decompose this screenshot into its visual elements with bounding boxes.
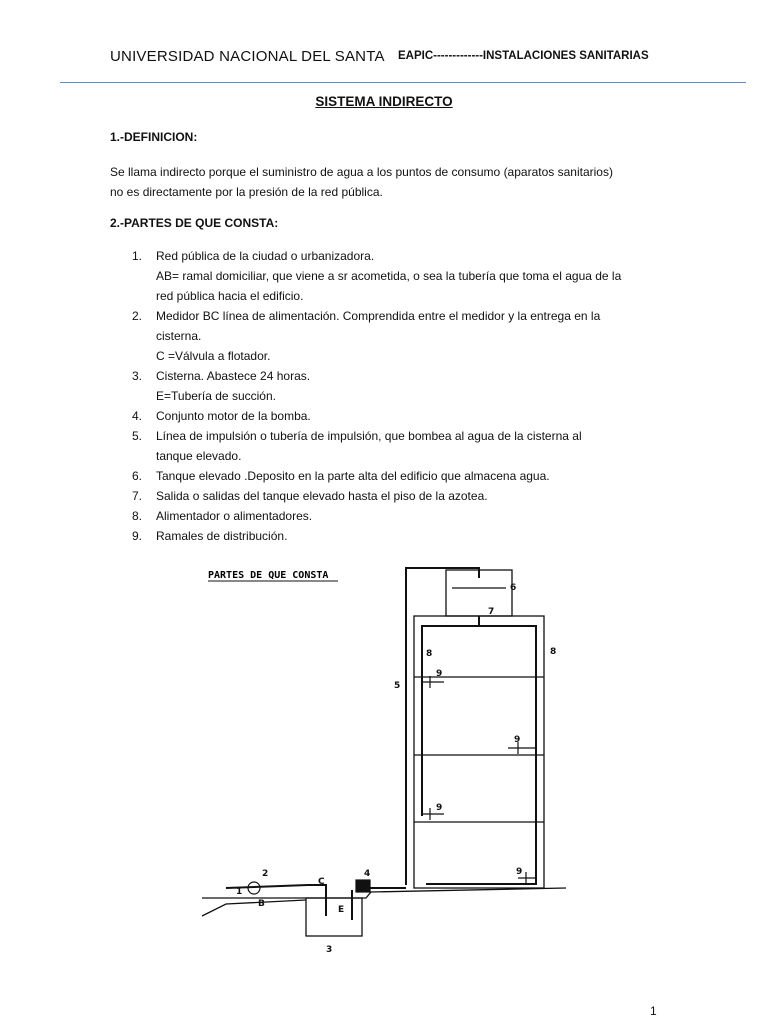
university-name: UNIVERSIDAD NACIONAL DEL SANTA [110, 48, 385, 65]
definition-line: no es directamente por la presión de la red pública. [110, 185, 383, 199]
label-7: 7 [488, 607, 495, 617]
list-item-detail: red pública hacia el edificio. [156, 289, 304, 303]
parts-list [110, 246, 670, 546]
list-item-number: 1. [132, 249, 143, 263]
definition-line: Se llama indirecto porque el suministro de agua a los puntos de consumo (aparatos sanitarios) [110, 165, 613, 179]
course-name: EAPIC-------------INSTALACIONES SANITARIAS [398, 50, 649, 62]
label-5: 5 [394, 681, 401, 691]
label-e: E [338, 905, 345, 915]
list-item [110, 526, 670, 546]
label-b: B [258, 899, 265, 909]
list-item-text: Conjunto motor de la bomba. [156, 409, 311, 423]
label-3: 3 [326, 945, 333, 955]
document-title: SISTEMA INDIRECTO [315, 94, 453, 109]
list-item-text: Tanque elevado .Deposito en la parte alta del edificio que almacena agua. [156, 469, 550, 483]
piping [226, 568, 536, 920]
page-number: 1 [650, 1004, 657, 1018]
label-c: C [318, 877, 325, 887]
label-1: 1 [236, 887, 243, 897]
header-rule [60, 82, 746, 83]
label-6: 6 [510, 583, 517, 593]
list-item-text: Cisterna. Abastece 24 horas. [156, 369, 311, 383]
label-8a: 8 [426, 649, 433, 659]
label-9c: 9 [436, 803, 443, 813]
list-item-detail: AB= ramal domiciliar, que viene a sr acometida, o sea la tubería que toma el agua de la [156, 269, 622, 283]
list-item-number: 4. [132, 409, 143, 423]
list-item-number: 3. [132, 369, 143, 383]
list-item [110, 246, 670, 306]
list-item [110, 486, 670, 506]
list-item-number: 6. [132, 469, 143, 483]
list-item-detail: tanque elevado. [156, 449, 242, 463]
list-item [110, 366, 670, 406]
list-item-number: 7. [132, 489, 143, 503]
list-item-number: 9. [132, 529, 143, 543]
label-9a: 9 [436, 669, 443, 679]
section-heading-definicion: 1.-DEFINICION: [110, 130, 198, 144]
list-item-text: Salida o salidas del tanque elevado hasta el piso de la azotea. [156, 489, 488, 503]
list-item [110, 426, 670, 466]
list-item-number: 2. [132, 309, 143, 323]
list-item [110, 406, 670, 426]
list-item-detail: cisterna. [156, 329, 202, 343]
definition-paragraph [110, 162, 670, 202]
label-2: 2 [262, 869, 269, 879]
system-diagram [196, 560, 576, 956]
building-outline [202, 570, 566, 936]
section-heading-partes: 2.-PARTES DE QUE CONSTA: [110, 216, 279, 230]
label-9b: 9 [514, 735, 521, 745]
list-item [110, 306, 670, 366]
list-item-text: Alimentador o alimentadores. [156, 509, 313, 523]
diagram-labels [236, 583, 556, 955]
list-item-text: Línea de impulsión o tubería de impulsión, que bombea al agua de la cisterna al [156, 429, 582, 443]
list-item [110, 506, 670, 526]
list-item-text: Red pública de la ciudad o urbanizadora. [156, 249, 375, 263]
list-item-text: Ramales de distribución. [156, 529, 288, 543]
list-item-number: 8. [132, 509, 143, 523]
list-item-detail: E=Tubería de succión. [156, 389, 276, 403]
list-item-number: 5. [132, 429, 143, 443]
branch-valves [248, 676, 536, 894]
page-header [110, 48, 670, 70]
label-9d: 9 [516, 867, 523, 877]
label-4: 4 [364, 869, 371, 879]
list-item-text: Medidor BC línea de alimentación. Comprendida entre el medidor y la entrega en la [156, 309, 601, 323]
list-item-detail: C =Válvula a flotador. [156, 349, 271, 363]
list-item [110, 466, 670, 486]
label-8b: 8 [550, 647, 557, 657]
diagram-caption: PARTES DE QUE CONSTA [208, 570, 329, 581]
